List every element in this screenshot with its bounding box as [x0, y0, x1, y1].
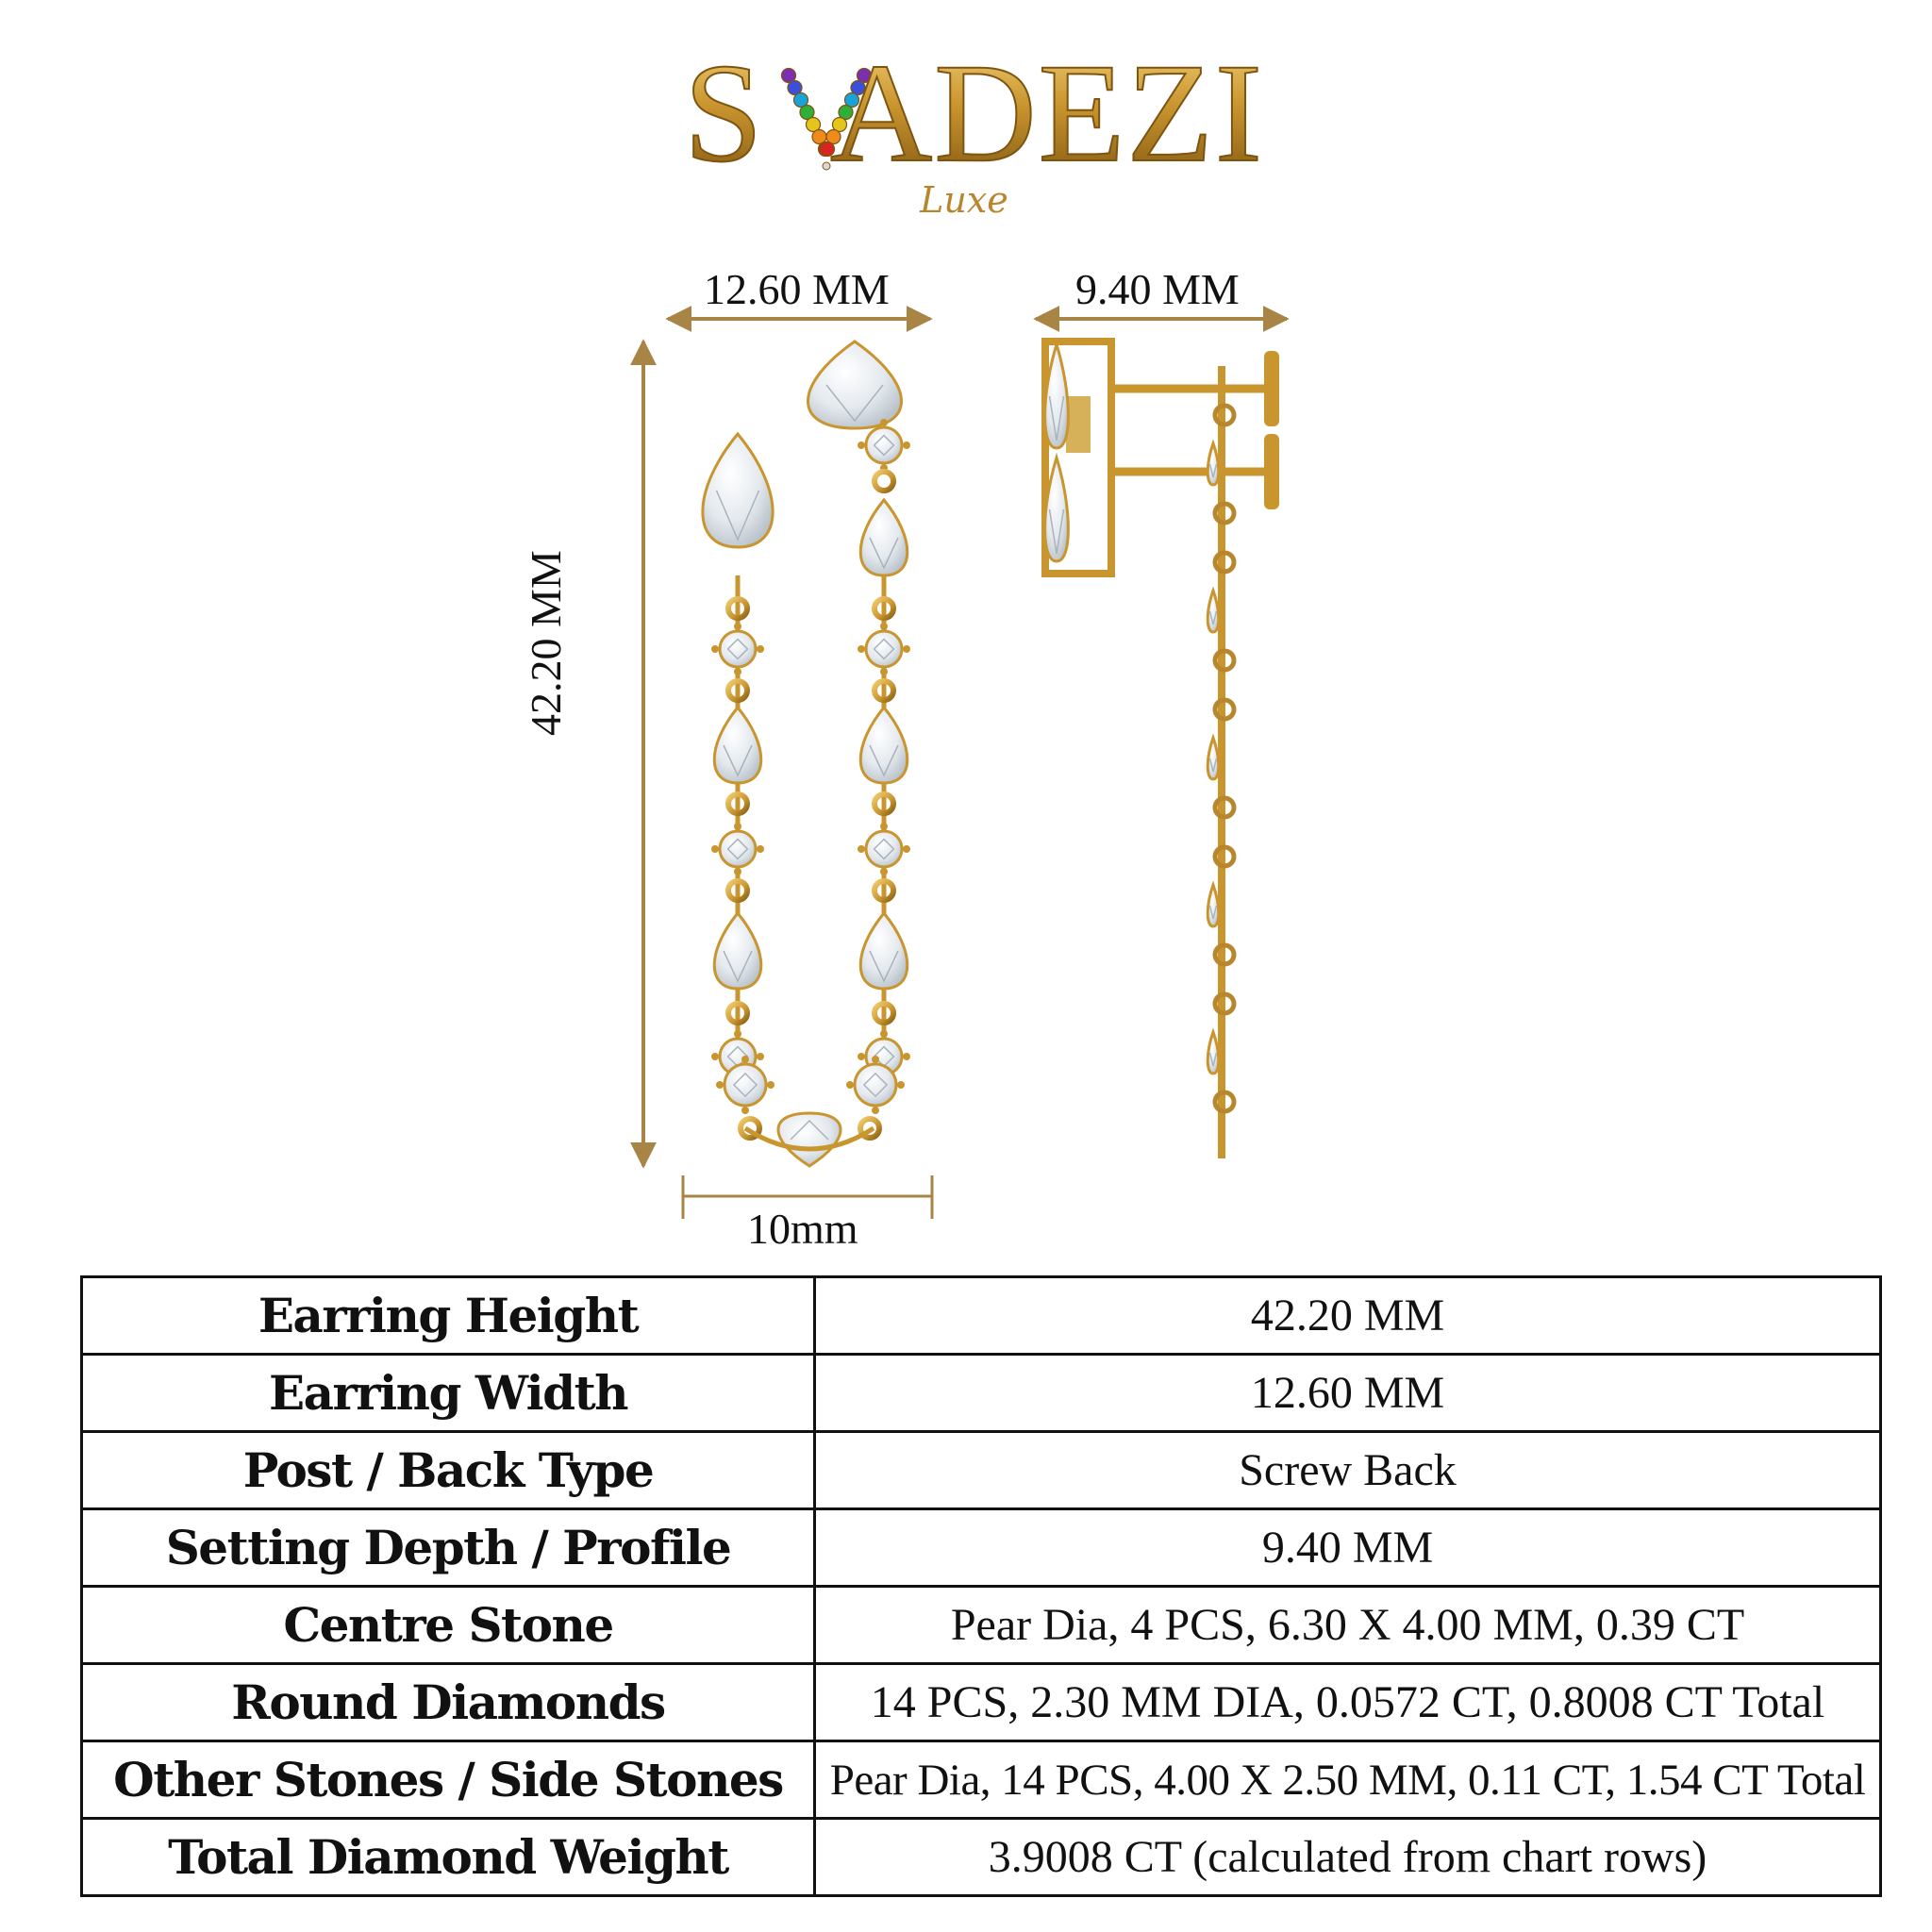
spec-value: 14 PCS, 2.30 MM DIA, 0.0572 CT, 0.8008 CT Total: [815, 1664, 1881, 1741]
table-row: [82, 1355, 1881, 1432]
round-diamond-icon: [858, 823, 910, 875]
gem-icon: [823, 162, 830, 170]
spec-label: Other Stones / Side Stones: [82, 1741, 815, 1819]
pear-diamond-icon: [860, 500, 908, 575]
pear-diamond-icon: [860, 708, 908, 783]
table-row: [82, 1432, 1881, 1509]
table-row: [82, 1819, 1881, 1896]
spec-label: Round Diamonds: [82, 1664, 815, 1741]
pear-diamond-icon: [714, 913, 761, 989]
pear-diamond-icon: [808, 341, 902, 428]
spec-label: Earring Width: [82, 1355, 815, 1432]
screw-back: [1264, 434, 1279, 509]
table-row: [82, 1509, 1881, 1587]
side-depth-label: 9.40 MM: [1075, 265, 1240, 313]
pear-diamond-icon: [714, 708, 761, 783]
table-row: [82, 1277, 1881, 1355]
earring-front-view: [703, 341, 910, 1166]
spec-value: Pear Dia, 4 PCS, 6.30 X 4.00 MM, 0.39 CT: [815, 1587, 1881, 1664]
spec-label: Total Diamond Weight: [82, 1819, 815, 1896]
earring-side-view: [1045, 341, 1279, 1158]
chain-link-icon: [874, 472, 893, 491]
spec-table: [80, 1275, 1882, 1897]
spec-value: Pear Dia, 14 PCS, 4.00 X 2.50 MM, 0.11 CT, 1.54 CT Total: [815, 1741, 1881, 1819]
spec-label: Centre Stone: [82, 1587, 815, 1664]
table-row: [82, 1587, 1881, 1664]
brand-logo: [0, 19, 1932, 245]
round-diamond-icon: [711, 823, 764, 875]
spec-value: 3.9008 CT (calculated from chart rows): [815, 1819, 1881, 1896]
brand-name-left: S: [684, 35, 763, 192]
pear-diamond-icon: [860, 913, 908, 989]
spec-value: 9.40 MM: [815, 1509, 1881, 1587]
pear-diamond-icon: [778, 1113, 841, 1166]
pear-diamond-icon: [1208, 443, 1219, 485]
brand-tagline: Luxe: [920, 179, 1008, 221]
setting-bar: [1066, 396, 1091, 453]
spec-value: 42.20 MM: [815, 1277, 1881, 1355]
screw-back: [1264, 351, 1279, 426]
spec-label: Setting Depth / Profile: [82, 1509, 815, 1587]
spec-label: Post / Back Type: [82, 1432, 815, 1509]
pear-diamond-icon: [1208, 885, 1219, 926]
pear-diamond-icon: [1208, 1032, 1219, 1074]
top-width-label: 12.60 MM: [704, 265, 890, 313]
pear-diamond-icon: [703, 434, 773, 547]
table-row: [82, 1741, 1881, 1819]
spec-value: 12.60 MM: [815, 1355, 1881, 1432]
spec-value: Screw Back: [815, 1432, 1881, 1509]
round-diamond-icon: [711, 623, 764, 675]
pear-diamond-icon: [1208, 591, 1219, 632]
bottom-width-label: 10mm: [747, 1205, 858, 1253]
height-label: 42.20 MM: [522, 550, 570, 736]
brand-name-right: ADEZI: [830, 35, 1264, 192]
round-diamond-icon: [858, 623, 910, 675]
spec-label: Earring Height: [82, 1277, 815, 1355]
table-row: [82, 1664, 1881, 1741]
pear-diamond-icon: [1208, 738, 1219, 779]
technical-drawing: [0, 245, 1932, 1264]
